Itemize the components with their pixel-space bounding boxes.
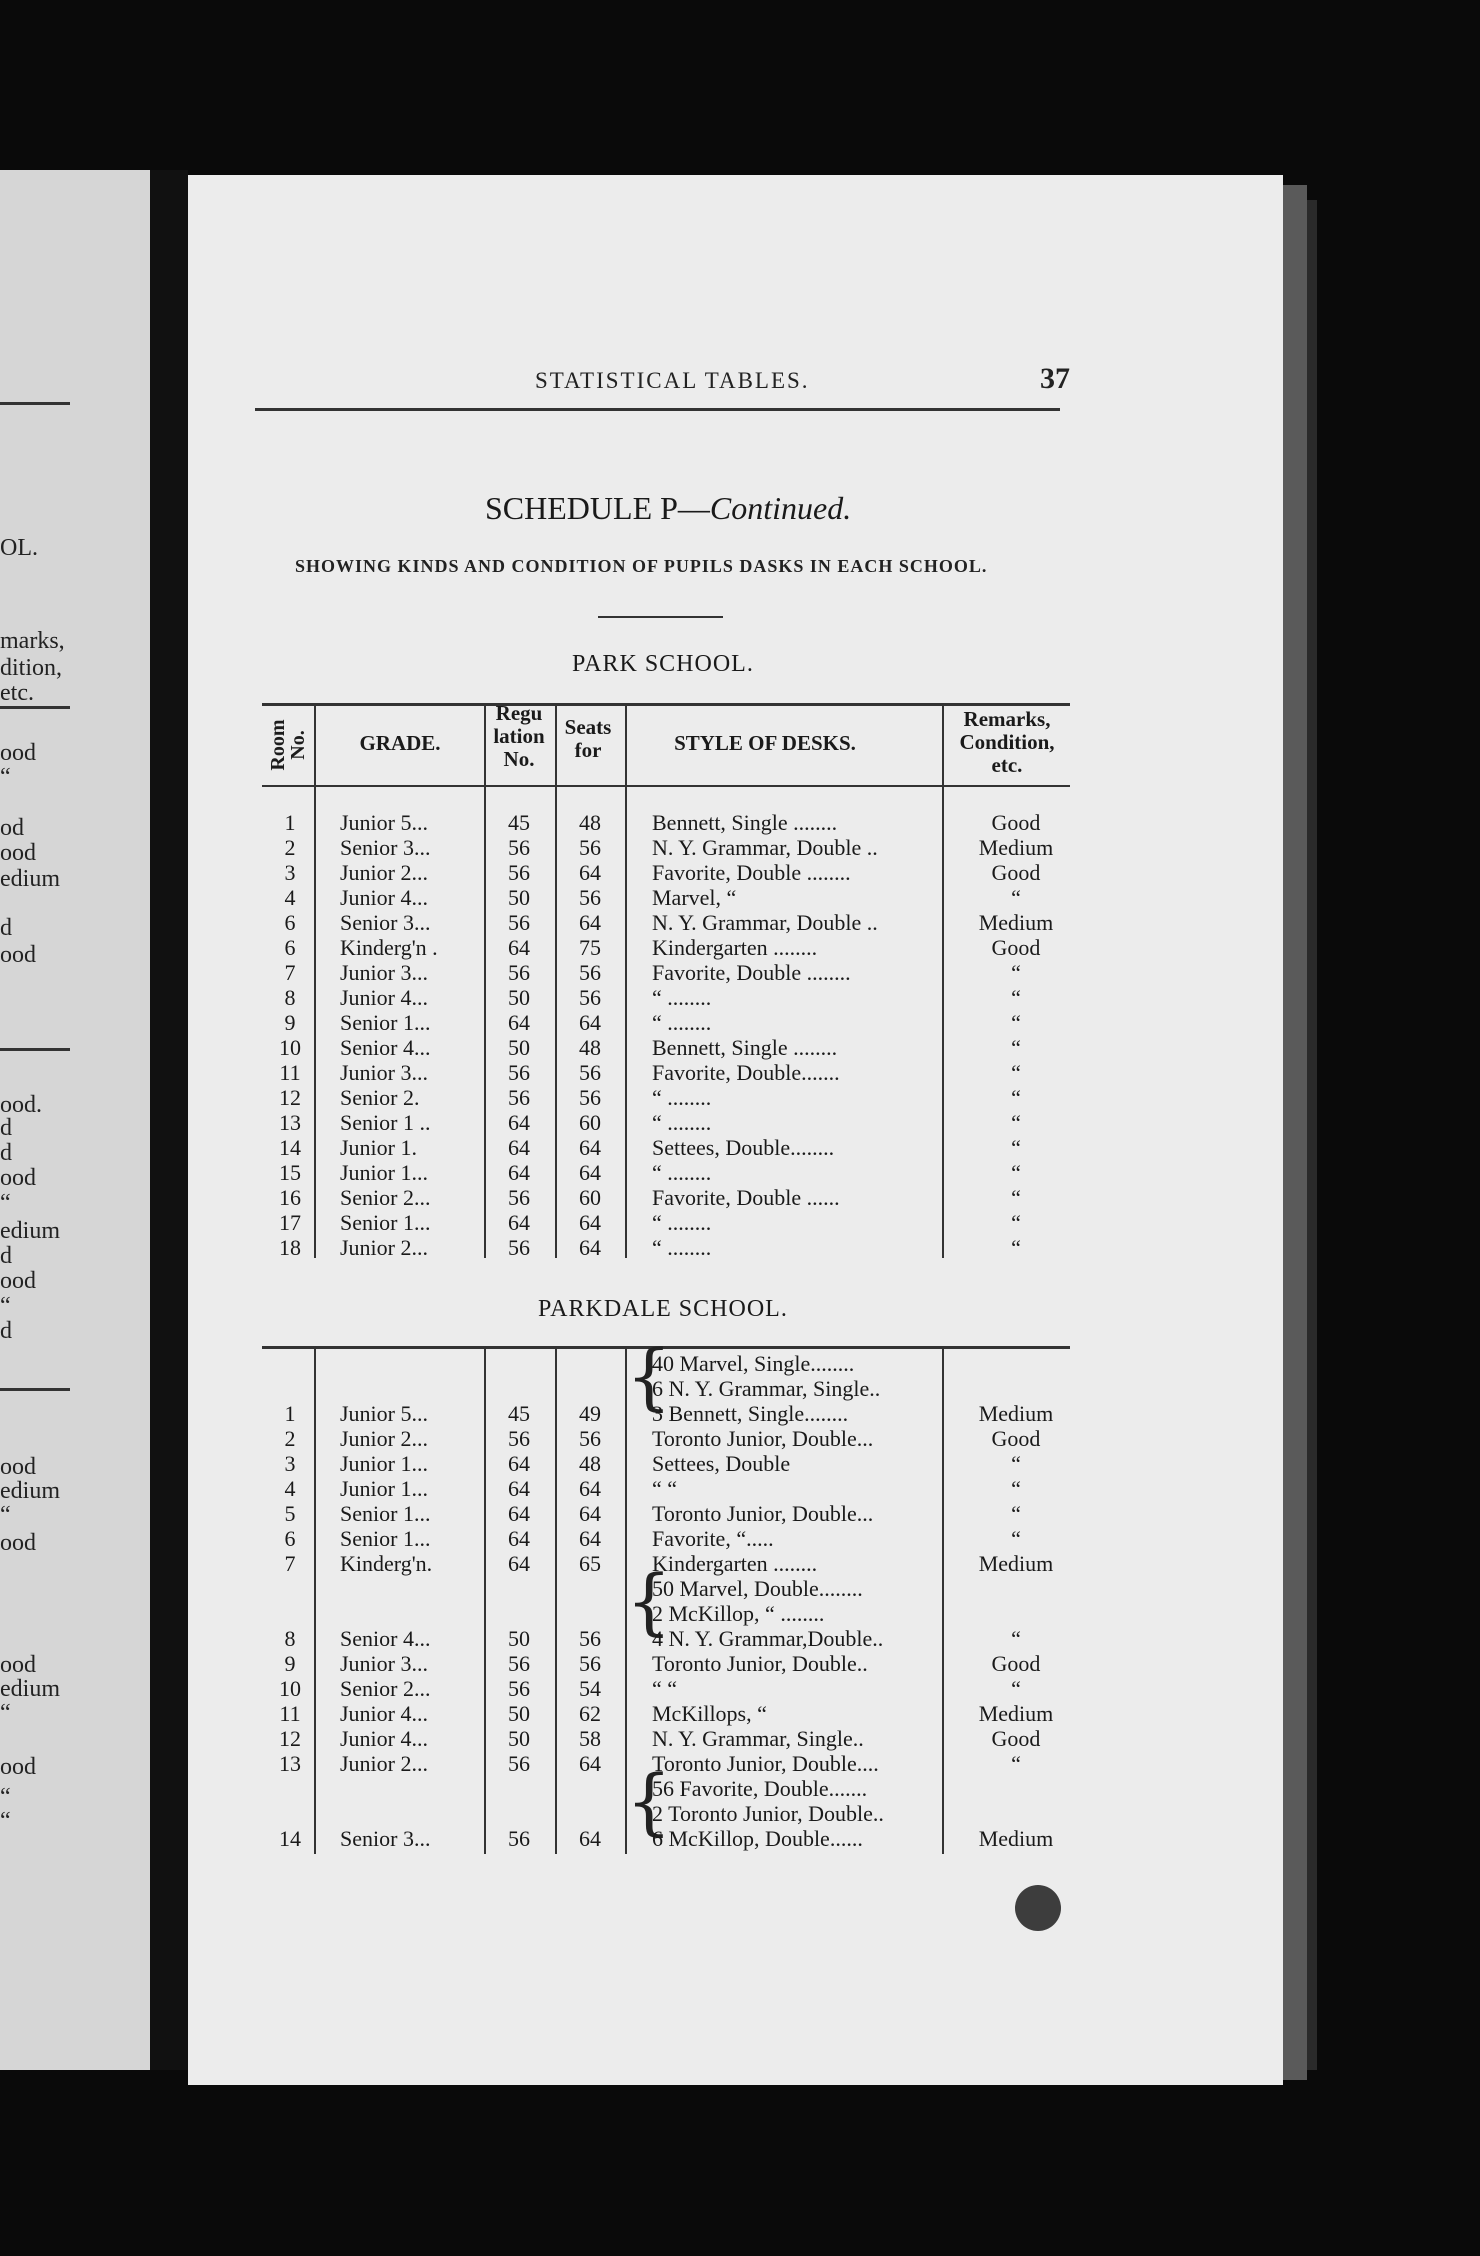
seats-cell: 64 (579, 1210, 601, 1235)
grade-cell: Junior 4... (340, 1701, 428, 1726)
regulation-number-cell: 56 (508, 1235, 530, 1260)
remarks-cell: “ (1011, 1626, 1021, 1651)
column-header-seats (558, 716, 618, 762)
column-rule (942, 1349, 944, 1854)
regulation-number-cell: 50 (508, 1726, 530, 1751)
remarks-cell: Medium (978, 1701, 1054, 1726)
facing-page-rule (0, 1388, 70, 1391)
column-rule (314, 1349, 316, 1854)
seats-cell: 56 (579, 1060, 601, 1085)
grade-cell: Junior 5... (340, 810, 428, 835)
facing-page-fragment: ood (0, 1454, 36, 1480)
desk-style-cell: Bennett, Single ........ (652, 1035, 838, 1060)
desk-style-cell: “ ........ (652, 985, 712, 1010)
desk-style-cell: Favorite, “..... (652, 1526, 774, 1551)
column-header-room: Room No. (267, 719, 309, 771)
facing-page (0, 170, 150, 2070)
desk-style-cell: N. Y. Grammar, Single.. (652, 1726, 864, 1751)
facing-page-fragment: dition, (0, 655, 63, 681)
room-number-cell: 6 (284, 910, 296, 935)
header-rule (255, 408, 1060, 411)
facing-page-fragment: d (0, 1243, 12, 1269)
regulation-number-cell: 64 (508, 1010, 530, 1035)
desk-style-cell: “ ........ (652, 1010, 712, 1035)
room-number-cell: 12 (279, 1085, 301, 1110)
desk-style-cell: 6 McKillop, Double...... (652, 1826, 863, 1851)
desk-style-cell: Favorite, Double....... (652, 1060, 840, 1085)
facing-page-fragment: ood (0, 840, 36, 866)
desk-style-cell: 40 Marvel, Single........ (652, 1351, 855, 1376)
room-number-cell: 4 (284, 885, 296, 910)
facing-page-fragment: ood (0, 740, 36, 766)
facing-page-fragment: marks, (0, 628, 65, 654)
regulation-number-cell: 64 (508, 1160, 530, 1185)
room-number-cell: 18 (279, 1235, 301, 1260)
seats-cell: 60 (579, 1110, 601, 1135)
remarks-cell: Medium (978, 1401, 1054, 1426)
facing-page-fragment: edium (0, 1676, 60, 1702)
remarks-cell: “ (1011, 1501, 1021, 1526)
seats-cell: 64 (579, 1501, 601, 1526)
seats-cell: 56 (579, 960, 601, 985)
remarks-cell: “ (1011, 960, 1021, 985)
seats-cell: 48 (579, 1451, 601, 1476)
facing-page-fragment: d (0, 1115, 12, 1141)
regulation-number-cell: 64 (508, 1476, 530, 1501)
remarks-cell: Medium (978, 835, 1054, 860)
facing-page-fragment: “ (0, 1502, 11, 1528)
grade-cell: Junior 2... (340, 1235, 428, 1260)
page-number: 37 (1040, 362, 1070, 395)
page-edge (1283, 185, 1307, 2080)
column-header-regulation-line3: No. (503, 747, 535, 771)
remarks-cell: “ (1011, 1526, 1021, 1551)
regulation-number-cell: 50 (508, 1701, 530, 1726)
grade-cell: Senior 1... (340, 1501, 431, 1526)
desk-style-cell: Toronto Junior, Double... (652, 1501, 874, 1526)
column-rule (555, 703, 557, 1258)
room-number-cell: 5 (284, 1501, 296, 1526)
column-rule (625, 703, 627, 1258)
parkdale-school-heading: PARKDALE SCHOOL. (538, 1296, 788, 1322)
facing-page-fragment: “ (0, 1700, 11, 1726)
room-number-cell: 8 (284, 1626, 296, 1651)
grade-cell: Senior 1... (340, 1210, 431, 1235)
facing-page-fragment: “ (0, 1293, 11, 1319)
desk-style-cell: 3 Bennett, Single........ (652, 1401, 849, 1426)
seats-cell: 56 (579, 1651, 601, 1676)
desk-style-cell: “ ........ (652, 1160, 712, 1185)
remarks-cell: “ (1011, 885, 1021, 910)
remarks-cell: “ (1011, 1476, 1021, 1501)
room-number-cell: 11 (279, 1060, 301, 1085)
facing-page-fragment: edium (0, 1218, 60, 1244)
grade-cell: Junior 4... (340, 1726, 428, 1751)
grade-cell: Senior 3... (340, 910, 431, 935)
desk-style-cell: Kindergarten ........ (652, 935, 818, 960)
regulation-number-cell: 56 (508, 960, 530, 985)
remarks-cell: “ (1011, 1085, 1021, 1110)
seats-cell: 64 (579, 1135, 601, 1160)
facing-page-fragment: “ (0, 1190, 11, 1216)
desk-style-cell: 6 N. Y. Grammar, Single.. (652, 1376, 881, 1401)
column-rule (314, 703, 316, 1258)
table-top-rule (262, 703, 1070, 706)
remarks-cell: Good (991, 860, 1041, 885)
regulation-number-cell: 64 (508, 1501, 530, 1526)
remarks-cell: Medium (978, 1826, 1054, 1851)
desk-style-cell: Toronto Junior, Double... (652, 1426, 874, 1451)
column-header-grade: GRADE. (359, 731, 441, 755)
desk-style-cell: Toronto Junior, Double.. (652, 1651, 868, 1676)
regulation-number-cell: 64 (508, 1110, 530, 1135)
grade-cell: Senior 1 .. (340, 1110, 431, 1135)
desk-style-cell: Kindergarten ........ (652, 1551, 818, 1576)
desk-style-cell: 2 McKillop, “ ........ (652, 1601, 825, 1626)
brace-group: { (626, 1559, 672, 1643)
facing-page-fragment: d (0, 1318, 12, 1344)
regulation-number-cell: 50 (508, 885, 530, 910)
seats-cell: 64 (579, 1751, 601, 1776)
facing-page-fragment: d (0, 915, 12, 941)
column-header-remarks (944, 708, 1070, 777)
desk-style-cell: 56 Favorite, Double....... (652, 1776, 868, 1801)
grade-cell: Senior 4... (340, 1626, 431, 1651)
book-gutter (150, 170, 188, 2070)
grade-cell: Senior 2... (340, 1676, 431, 1701)
desk-style-cell: N. Y. Grammar, Double .. (652, 910, 878, 935)
column-rule (484, 1349, 486, 1854)
column-rule (484, 703, 486, 1258)
facing-page-fragment: edium (0, 866, 60, 892)
room-number-cell: 16 (279, 1185, 301, 1210)
room-number-cell: 8 (284, 985, 296, 1010)
facing-page-fragment: “ (0, 1808, 11, 1834)
grade-cell: Junior 3... (340, 1651, 428, 1676)
room-number-cell: 9 (284, 1651, 296, 1676)
remarks-cell: Good (991, 810, 1041, 835)
desk-style-cell: Marvel, “ (652, 885, 737, 910)
desk-style-cell: “ ........ (652, 1210, 712, 1235)
regulation-number-cell: 64 (508, 1210, 530, 1235)
seats-cell: 48 (579, 1035, 601, 1060)
grade-cell: Senior 2... (340, 1185, 431, 1210)
regulation-number-cell: 56 (508, 1185, 530, 1210)
regulation-number-cell: 56 (508, 1085, 530, 1110)
room-number-cell: 3 (284, 1451, 296, 1476)
remarks-cell: “ (1011, 1135, 1021, 1160)
grade-cell: Senior 3... (340, 1826, 431, 1851)
remarks-cell: “ (1011, 1210, 1021, 1235)
running-title: STATISTICAL TABLES. (535, 368, 810, 393)
seats-cell: 64 (579, 860, 601, 885)
grade-cell: Junior 5... (340, 1401, 428, 1426)
desk-style-cell: N. Y. Grammar, Double .. (652, 835, 878, 860)
grade-cell: Junior 4... (340, 985, 428, 1010)
remarks-cell: “ (1011, 1035, 1021, 1060)
desk-style-cell: Bennett, Single ........ (652, 810, 838, 835)
facing-page-fragment: OL. (0, 535, 38, 561)
grade-cell: Senior 2. (340, 1085, 420, 1110)
regulation-number-cell: 64 (508, 1135, 530, 1160)
regulation-number-cell: 64 (508, 1526, 530, 1551)
schedule-subtitle: SHOWING KINDS AND CONDITION OF PUPILS DASKS IN EACH SCHOOL. (295, 556, 988, 576)
regulation-number-cell: 56 (508, 835, 530, 860)
facing-page-fragment: edium (0, 1478, 60, 1504)
desk-style-cell: “ “ (652, 1476, 678, 1501)
regulation-number-cell: 56 (508, 1651, 530, 1676)
ink-blot (1015, 1885, 1061, 1931)
grade-cell: Junior 1. (340, 1135, 417, 1160)
park-school-heading: PARK SCHOOL. (572, 651, 754, 677)
desk-style-cell: 50 Marvel, Double........ (652, 1576, 863, 1601)
remarks-cell: Good (991, 1651, 1041, 1676)
schedule-title-continued: Continued. (709, 490, 852, 526)
table-header-rule (262, 785, 1070, 787)
seats-cell: 60 (579, 1185, 601, 1210)
seats-cell: 56 (579, 885, 601, 910)
facing-page-fragment: ood (0, 1754, 36, 1780)
regulation-number-cell: 56 (508, 1751, 530, 1776)
column-header-regulation (485, 702, 553, 771)
facing-page-fragment: ood (0, 1530, 36, 1556)
schedule-title (485, 490, 851, 527)
room-number-cell: 4 (284, 1476, 296, 1501)
grade-cell: Junior 3... (340, 960, 428, 985)
facing-page-fragment: “ (0, 1784, 11, 1810)
room-number-cell: 9 (284, 1010, 296, 1035)
column-header-seats-line1: Seats (564, 715, 612, 739)
room-number-cell: 10 (279, 1035, 301, 1060)
remarks-cell: “ (1011, 985, 1021, 1010)
regulation-number-cell: 45 (508, 1401, 530, 1426)
seats-cell: 64 (579, 1826, 601, 1851)
facing-page-fragment: etc. (0, 680, 34, 706)
remarks-cell: Medium (978, 910, 1054, 935)
room-number-cell: 13 (279, 1110, 301, 1135)
room-number-cell: 15 (279, 1160, 301, 1185)
remarks-cell: “ (1011, 1010, 1021, 1035)
seats-cell: 62 (579, 1701, 601, 1726)
remarks-cell: “ (1011, 1235, 1021, 1260)
seats-cell: 65 (579, 1551, 601, 1576)
room-number-cell: 14 (279, 1826, 301, 1851)
grade-cell: Junior 3... (340, 1060, 428, 1085)
column-header-remarks-line3: etc. (991, 753, 1023, 777)
room-number-cell: 7 (284, 960, 296, 985)
grade-cell: Senior 1... (340, 1526, 431, 1551)
remarks-cell: Good (991, 1726, 1041, 1751)
desk-style-cell: Favorite, Double ...... (652, 1185, 840, 1210)
seats-cell: 75 (579, 935, 601, 960)
seats-cell: 56 (579, 835, 601, 860)
regulation-number-cell: 56 (508, 1826, 530, 1851)
grade-cell: Junior 2... (340, 1426, 428, 1451)
seats-cell: 64 (579, 1476, 601, 1501)
seats-cell: 56 (579, 985, 601, 1010)
desk-style-cell: Toronto Junior, Double.... (652, 1751, 879, 1776)
grade-cell: Senior 3... (340, 835, 431, 860)
room-number-cell: 10 (279, 1676, 301, 1701)
column-header-regulation-line1: Regu (495, 701, 543, 725)
desk-style-cell: Settees, Double........ (652, 1135, 835, 1160)
column-header-remarks-line2: Condition, (959, 730, 1055, 754)
remarks-cell: “ (1011, 1676, 1021, 1701)
facing-page-fragment: ood (0, 1165, 36, 1191)
room-number-cell: 1 (284, 1401, 296, 1426)
seats-cell: 64 (579, 1526, 601, 1551)
desk-style-cell: Favorite, Double ........ (652, 960, 851, 985)
facing-page-fragment: ood (0, 1652, 36, 1678)
brace-group: { (626, 1759, 672, 1843)
seats-cell: 49 (579, 1401, 601, 1426)
seats-cell: 64 (579, 1010, 601, 1035)
remarks-cell: “ (1011, 1751, 1021, 1776)
grade-cell: Senior 1... (340, 1010, 431, 1035)
grade-cell: Junior 1... (340, 1451, 428, 1476)
grade-cell: Junior 2... (340, 1751, 428, 1776)
grade-cell: Senior 4... (340, 1035, 431, 1060)
desk-style-cell: “ ........ (652, 1085, 712, 1110)
regulation-number-cell: 50 (508, 1626, 530, 1651)
facing-page-rule (0, 402, 70, 405)
desk-style-cell: “ ........ (652, 1110, 712, 1135)
facing-page-fragment: od (0, 815, 24, 841)
desk-style-cell: 4 N. Y. Grammar,Double.. (652, 1626, 884, 1651)
regulation-number-cell: 56 (508, 860, 530, 885)
room-number-cell: 2 (284, 835, 296, 860)
room-number-cell: 11 (279, 1701, 301, 1726)
regulation-number-cell: 64 (508, 1451, 530, 1476)
remarks-cell: Good (991, 1426, 1041, 1451)
grade-cell: Junior 1... (340, 1476, 428, 1501)
grade-cell: Junior 4... (340, 885, 428, 910)
room-number-cell: 2 (284, 1426, 296, 1451)
remarks-cell: “ (1011, 1060, 1021, 1085)
desk-style-cell: Settees, Double (652, 1451, 791, 1476)
seats-cell: 56 (579, 1085, 601, 1110)
facing-page-fragment: ood (0, 942, 36, 968)
page-edge-shadow (1307, 200, 1317, 2070)
column-header-style: STYLE OF DESKS. (674, 731, 856, 755)
grade-cell: Junior 1... (340, 1160, 428, 1185)
room-number-cell: 6 (284, 1526, 296, 1551)
regulation-number-cell: 56 (508, 1060, 530, 1085)
desk-style-cell: 2 Toronto Junior, Double.. (652, 1801, 884, 1826)
remarks-cell: “ (1011, 1451, 1021, 1476)
room-number-cell: 13 (279, 1751, 301, 1776)
grade-cell: Junior 2... (340, 860, 428, 885)
facing-page-fragment: ood (0, 1268, 36, 1294)
regulation-number-cell: 64 (508, 935, 530, 960)
remarks-cell: Medium (978, 1551, 1054, 1576)
seats-cell: 64 (579, 1235, 601, 1260)
desk-style-cell: “ “ (652, 1676, 678, 1701)
remarks-cell: “ (1011, 1185, 1021, 1210)
remarks-cell: Good (991, 935, 1041, 960)
seats-cell: 56 (579, 1426, 601, 1451)
remarks-cell: “ (1011, 1110, 1021, 1135)
facing-page-fragment: d (0, 1140, 12, 1166)
column-header-seats-line2: for (574, 738, 602, 762)
seats-cell: 56 (579, 1626, 601, 1651)
regulation-number-cell: 50 (508, 1035, 530, 1060)
desk-style-cell: McKillops, “ (652, 1701, 767, 1726)
regulation-number-cell: 64 (508, 1551, 530, 1576)
seats-cell: 64 (579, 910, 601, 935)
facing-page-rule (0, 1048, 70, 1051)
seats-cell: 48 (579, 810, 601, 835)
column-rule (555, 1349, 557, 1854)
grade-cell: Kinderg'n . (340, 935, 438, 960)
title-divider (598, 616, 723, 618)
room-number-cell: 7 (284, 1551, 296, 1576)
facing-page-rule (0, 706, 70, 709)
column-header-regulation-line2: lation (493, 724, 545, 748)
seats-cell: 58 (579, 1726, 601, 1751)
room-number-cell: 14 (279, 1135, 301, 1160)
room-number-cell: 17 (279, 1210, 301, 1235)
schedule-title-main: SCHEDULE P— (485, 490, 710, 526)
column-rule (942, 703, 944, 1258)
column-header-remarks-line1: Remarks, (963, 707, 1051, 731)
regulation-number-cell: 56 (508, 1426, 530, 1451)
seats-cell: 64 (579, 1160, 601, 1185)
regulation-number-cell: 56 (508, 1676, 530, 1701)
room-number-cell: 1 (284, 810, 296, 835)
facing-page-fragment: ood. (0, 1092, 42, 1118)
remarks-cell: “ (1011, 1160, 1021, 1185)
regulation-number-cell: 50 (508, 985, 530, 1010)
desk-style-cell: “ ........ (652, 1235, 712, 1260)
regulation-number-cell: 56 (508, 910, 530, 935)
room-number-cell: 12 (279, 1726, 301, 1751)
regulation-number-cell: 45 (508, 810, 530, 835)
room-number-cell: 3 (284, 860, 296, 885)
desk-style-cell: Favorite, Double ........ (652, 860, 851, 885)
facing-page-fragment: “ (0, 764, 11, 790)
room-number-cell: 6 (284, 935, 296, 960)
brace-group: { (626, 1334, 672, 1418)
grade-cell: Kinderg'n. (340, 1551, 433, 1576)
seats-cell: 54 (579, 1676, 601, 1701)
